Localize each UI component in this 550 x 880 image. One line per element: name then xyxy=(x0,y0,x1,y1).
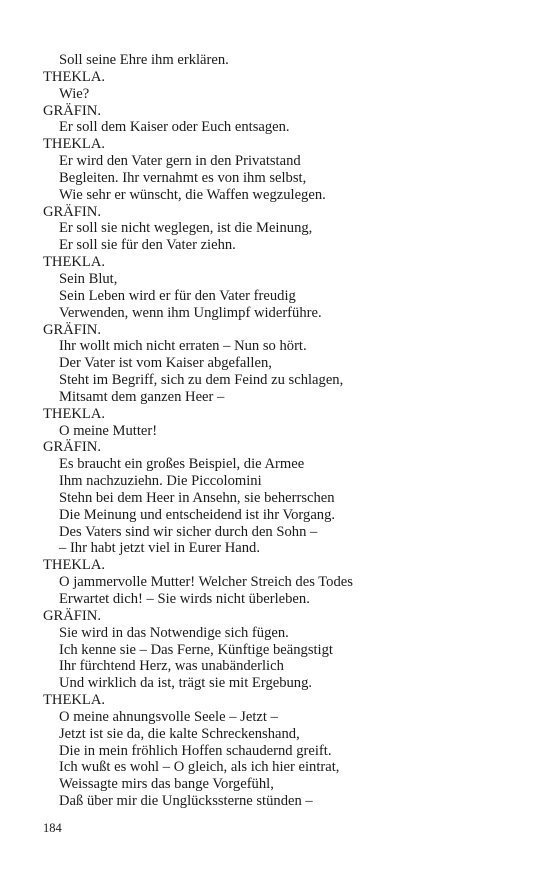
speaker-name: THEKLA. xyxy=(43,557,106,574)
speaker-name: GRÄFIN. xyxy=(43,321,101,338)
verse-line: Die in mein fröhlich Hoffen schaudernd greift. xyxy=(59,742,332,759)
speaker-name: THEKLA. xyxy=(43,68,106,85)
speaker-name: THEKLA. xyxy=(43,136,106,153)
verse-line: Weissagte mirs das bange Vorgefühl, xyxy=(59,776,274,793)
verse-line: Wie? xyxy=(59,85,90,102)
verse-line: – Ihr habt jetzt viel in Eurer Hand. xyxy=(59,540,260,557)
verse-line: Mitsamt dem ganzen Heer – xyxy=(59,388,225,405)
speaker-name: GRÄFIN. xyxy=(43,203,101,220)
verse-line: Ihr wollt mich nicht erraten – Nun so hört. xyxy=(59,338,307,355)
verse-line: Ihr fürchtend Herz, was unabänderlich xyxy=(59,658,284,675)
verse-line: Und wirklich da ist, trägt sie mit Ergebung. xyxy=(59,675,313,692)
verse-line: Jetzt ist sie da, die kalte Schreckenshand, xyxy=(59,725,300,742)
verse-line: O meine Mutter! xyxy=(59,422,158,439)
verse-line: Stehn bei dem Heer in Ansehn, sie beherrschen xyxy=(59,489,335,506)
verse-line: Sie wird in das Notwendige sich fügen. xyxy=(59,624,289,641)
verse-line: Wie sehr er wünscht, die Waffen wegzulegen. xyxy=(59,186,326,203)
verse-line: Ich kenne sie – Das Ferne, Künftige beängstigt xyxy=(59,641,333,658)
verse-line: Er wird den Vater gern in den Privatstand xyxy=(59,153,301,170)
speaker-name: GRÄFIN. xyxy=(43,607,101,624)
verse-line: Die Meinung und entscheidend ist ihr Vorgang. xyxy=(59,506,336,523)
page-number: 184 xyxy=(43,821,62,835)
verse-line: Verwenden, wenn ihm Unglimpf widerführe. xyxy=(59,304,322,321)
verse-line: Der Vater ist vom Kaiser abgefallen, xyxy=(59,355,272,372)
verse-line: Sein Leben wird er für den Vater freudig xyxy=(59,287,296,304)
verse-line: Ich wußt es wohl – O gleich, als ich hier eintrat, xyxy=(59,759,340,776)
verse-line: O meine ahnungsvolle Seele – Jetzt – xyxy=(59,708,278,725)
verse-line: Sein Blut, xyxy=(59,270,118,287)
speaker-name: GRÄFIN. xyxy=(43,439,101,456)
speaker-name: GRÄFIN. xyxy=(43,102,101,119)
page-body xyxy=(43,52,523,810)
speaker-name: THEKLA. xyxy=(43,254,106,271)
speaker-name: THEKLA. xyxy=(43,405,106,422)
verse-line: Er soll sie nicht weglegen, ist die Meinung, xyxy=(59,220,313,237)
verse-line: O jammervolle Mutter! Welcher Streich des Todes xyxy=(59,574,353,591)
verse-line: Er soll dem Kaiser oder Euch entsagen. xyxy=(59,119,290,136)
verse-line: Begleiten. Ihr vernahmt es von ihm selbst, xyxy=(59,169,307,186)
verse-line: Erwartet dich! – Sie wirds nicht überleben. xyxy=(59,591,310,607)
verse-line: Soll seine Ehre ihm erklären. xyxy=(59,52,229,68)
verse-line: Des Vaters sind wir sicher durch den Sohn – xyxy=(59,523,318,540)
verse-line: Er soll sie für den Vater ziehn. xyxy=(59,237,236,254)
verse-line: Daß über mir die Unglückssterne stünden – xyxy=(59,793,313,810)
speaker-name: THEKLA. xyxy=(43,692,106,709)
verse-line: Steht im Begriff, sich zu dem Feind zu schlagen, xyxy=(59,372,344,389)
verse-line: Es braucht ein großes Beispiel, die Armee xyxy=(59,456,305,473)
verse-line: Ihm nachzuziehn. Die Piccolomini xyxy=(59,473,262,490)
